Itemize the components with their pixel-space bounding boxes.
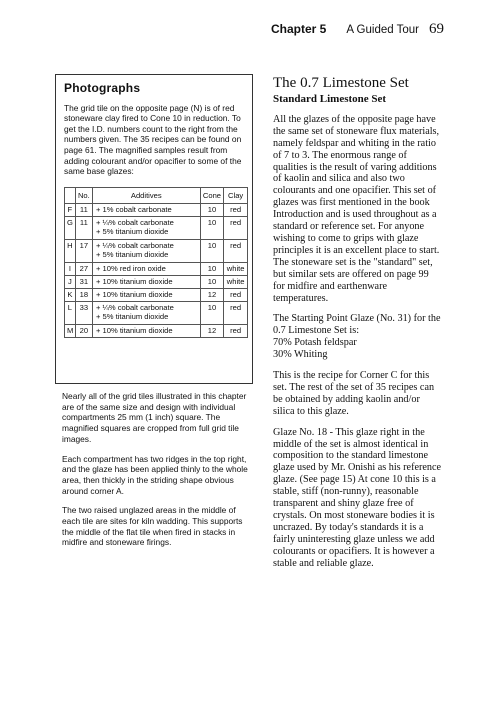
row-no: 31 <box>75 275 92 288</box>
row-no: 11 <box>75 216 92 239</box>
row-cone: 12 <box>200 288 224 301</box>
header-additives: Additives <box>92 187 200 203</box>
row-clay: red <box>224 203 248 216</box>
section-subtitle: Standard Limestone Set <box>273 93 387 105</box>
row-letter: M <box>65 324 76 337</box>
left-column-body <box>62 391 252 557</box>
table-header-row <box>65 187 248 203</box>
row-clay: red <box>224 324 248 337</box>
sidebar-intro: The grid tile on the opposite page (N) is of red stoneware clay fired to Cone 10 in reduction. To get the I.D. numbers count to the right from the numbers given. The 35 recipes can be found on page 61. The magnified samples result from adding colourant and/or opacifier to some of the same base glazes: <box>64 102 242 177</box>
additive-line: + ¼% cobalt carbonate <box>95 217 174 227</box>
table-row <box>65 275 248 288</box>
row-letter: H <box>65 239 76 262</box>
row-additives <box>92 301 200 324</box>
row-cone: 10 <box>200 301 224 324</box>
recipe-line-whiting: 30% Whiting <box>273 349 328 361</box>
row-clay: red <box>224 239 248 262</box>
table-row <box>65 324 248 337</box>
row-additives <box>92 288 200 301</box>
header-no: No. <box>75 187 92 203</box>
starting-point-block <box>273 313 443 361</box>
left-paragraph: Nearly all of the grid tiles illustrated in this chapter are of the same size and design with individual compartments 25 mm (1 inch) square. The magnified squares are cropped from full grid tile images. <box>62 391 247 444</box>
additive-line: + 1% cobalt carbonate <box>95 204 172 214</box>
row-cone: 12 <box>200 324 224 337</box>
additive-line: + 5% titanium dioxide <box>95 311 169 321</box>
row-additives <box>92 324 200 337</box>
row-letter: G <box>65 216 76 239</box>
row-clay: red <box>224 288 248 301</box>
body-paragraph: This is the recipe for Corner C for this set. The rest of the set of 35 recipes can be obtained by adding kaolin and/or silica to this glaze. <box>273 370 435 417</box>
additive-line: + 10% titanium dioxide <box>95 325 173 335</box>
table-row <box>65 288 248 301</box>
additive-line: + 10% red iron oxide <box>95 263 166 273</box>
row-no: 33 <box>75 301 92 324</box>
photographs-sidebar-box <box>55 74 253 384</box>
additive-line: + 10% titanium dioxide <box>95 276 173 286</box>
starting-point-line: The Starting Point Glaze (No. 31) for the 0.7 Limestone Set is: <box>273 313 441 337</box>
row-letter: L <box>65 301 76 324</box>
row-letter: K <box>65 288 76 301</box>
row-clay: red <box>224 216 248 239</box>
glaze-additives-table <box>64 187 248 338</box>
row-clay: white <box>224 262 248 275</box>
section-label: A Guided Tour <box>346 24 419 36</box>
row-no: 18 <box>75 288 92 301</box>
body-paragraph: Glaze No. 18 - This glaze right in the middle of the set is almost identical in composition to the standard limestone glaze used by Mr. Onishi as his reference glaze. (See page 15) At cone 10 this is a stable, stiff (non-runny), reasonable transparent and shiny glaze free of crystals. On most stoneware bodies it is uncrazed. By today's standards it is a fairly uninteresting glaze unless we add colourants or opacifiers. It is however a stable and reliable glaze. <box>273 426 442 569</box>
row-letter: J <box>65 275 76 288</box>
row-cone: 10 <box>200 216 224 239</box>
header-clay: Clay <box>224 187 248 203</box>
row-clay: red <box>224 301 248 324</box>
left-paragraph: The two raised unglazed areas in the middle of each tile are sites for kiln wadding. This supports the middle of the flat tile when fired in stacks in midfire and stoneware firings. <box>62 505 243 548</box>
row-additives <box>92 239 200 262</box>
left-paragraph: Each compartment has two ridges in the top right, and the glaze has been applied thinly to the whole area, then thickly in the striding shape obvious around corner A. <box>62 453 248 496</box>
table-row <box>65 203 248 216</box>
table-row <box>65 262 248 275</box>
header-cone: Cone <box>200 187 224 203</box>
row-no: 17 <box>75 239 92 262</box>
page-number: 69 <box>429 21 444 37</box>
row-clay: white <box>224 275 248 288</box>
row-letter: F <box>65 203 76 216</box>
row-cone: 10 <box>200 262 224 275</box>
running-header <box>271 21 444 41</box>
row-cone: 10 <box>200 203 224 216</box>
sidebar-heading: Photographs <box>64 81 141 95</box>
row-no: 27 <box>75 262 92 275</box>
recipe-line-feldspar: 70% Potash feldspar <box>273 337 357 349</box>
row-additives <box>92 262 200 275</box>
additive-line: + 5% titanium dioxide <box>95 249 169 259</box>
body-paragraph: All the glazes of the opposite page have the same set of stoneware flux materials, namely feldspar and whiting in the ratio of 7 to 3. The enormous range of qualities is the result of varing additions of kaolin and silica and also two colourants and one opacifier. This set of glazes was first mentioned in the book Introduction and is used throughout as a standard or reference set. For anyone wishing to come to grips with glaze principles it is an excellent place to start. The stoneware set is the "standard" set, but similar sets are offered on page 99 for midfire and earthenware temperatures. <box>273 113 440 304</box>
row-letter: I <box>65 262 76 275</box>
row-additives <box>92 216 200 239</box>
additive-line: + ¼% cobalt carbonate <box>95 240 174 250</box>
header-letter <box>65 187 76 203</box>
row-no: 11 <box>75 203 92 216</box>
right-column <box>273 75 443 579</box>
row-cone: 10 <box>200 275 224 288</box>
row-cone: 10 <box>200 239 224 262</box>
additive-line: + 10% titanium dioxide <box>95 289 173 299</box>
section-title: The 0.7 Limestone Set <box>273 75 409 91</box>
row-no: 20 <box>75 324 92 337</box>
table-row <box>65 239 248 262</box>
additive-line: + ¼% cobalt carbonate <box>95 302 174 312</box>
chapter-label: Chapter 5 <box>270 22 327 36</box>
table-row <box>65 301 248 324</box>
row-additives <box>92 203 200 216</box>
additive-line: + 5% titanium dioxide <box>95 226 169 236</box>
table-row <box>65 216 248 239</box>
row-additives <box>92 275 200 288</box>
